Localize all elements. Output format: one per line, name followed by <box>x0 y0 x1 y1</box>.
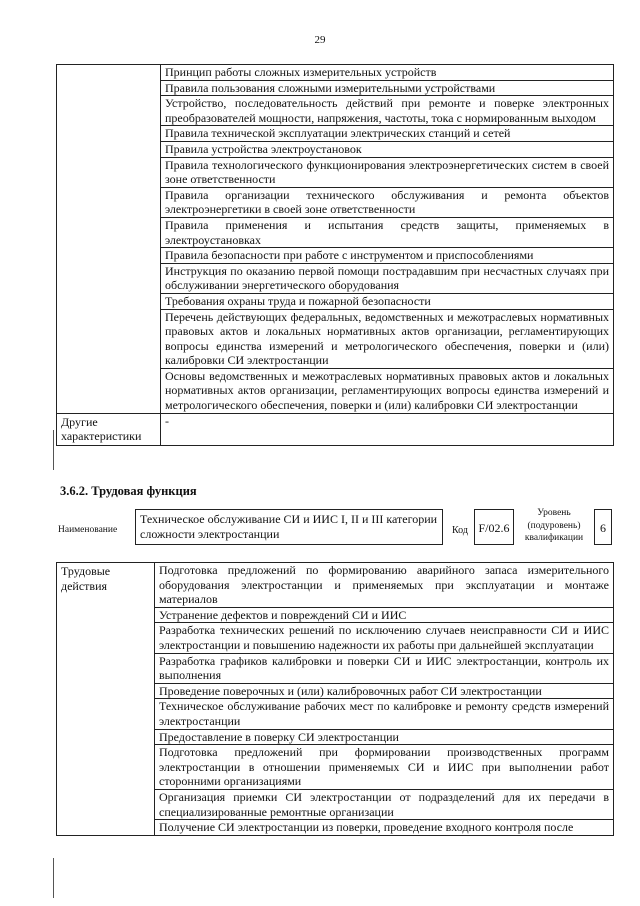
table-cell: Получение СИ электростанции из поверки, проведение входного контроля после <box>155 820 614 836</box>
table-cell: Организация приемки СИ электростанции от подразделений для их передачи в специализированные ремонтные организации <box>155 789 614 819</box>
table-cell: Подготовка предложений по формированию аварийного запаса измерительного оборудования электростанции и применяемых при эксплуатации и монтаже материалов <box>155 563 614 608</box>
table-cell: Техническое обслуживание рабочих мест по калибровке и ремонту средств измерений электростанции <box>155 699 614 729</box>
table-cell: Подготовка предложений при формировании производственных программ электростанции в отношении применяемых СИ и ИИС при выполнении работ сторонними организациями <box>155 745 614 790</box>
table-cell: Устройство, последовательность действий при ремонте и поверке электронных преобразователей мощности, напряжения, частоты, тока с нормированным выходом <box>161 96 614 126</box>
table-cell: Разработка технических решений по исключению случаев неисправности СИ и ИИС электростанции и повышению надежности их работы при дальнейшей эксплуатации <box>155 623 614 653</box>
page-number: 29 <box>314 34 326 46</box>
qualification-level-value: 6 <box>594 509 612 545</box>
other-characteristics-value: - <box>161 413 614 445</box>
qualification-level-label: Уровень (подуровень) квалификации <box>524 508 584 543</box>
table-cell: Правила технической эксплуатации электрических станций и сетей <box>161 126 614 142</box>
section-heading: 3.6.2. Трудовая функция <box>60 484 197 498</box>
table-cell: Правила устройства электроустановок <box>161 141 614 157</box>
scan-margin-line <box>53 430 54 470</box>
table-row <box>57 65 614 81</box>
table-cell: Устранение дефектов и повреждений СИ и ИИС <box>155 607 614 623</box>
table-cell: Основы ведомственных и межотраслевых нормативных правовых актов и локальных нормативных актов организации, регламентирующих вопросы единства измерений и метрологического обеспечения, поверки и (или) калибровки СИ электростанции <box>161 368 614 413</box>
table-cell: Проведение поверочных и (или) калибровочных работ СИ электростанции <box>155 683 614 699</box>
table-cell: Правила пользования сложными измерительными устройствами <box>161 80 614 96</box>
table-row <box>57 563 614 608</box>
table-cell: Требования охраны труда и пожарной безопасности <box>161 293 614 309</box>
table-cell: Правила применения и испытания средств защиты, применяемых в электроустановках <box>161 217 614 247</box>
table-cell: Перечень действующих федеральных, ведомственных и межотраслевых нормативных правовых актов и локальных нормативных актов организации, регламентирующих вопросы единства измерений и метрологического обеспечения, поверки и (или) калибровки СИ электростанции <box>161 309 614 368</box>
table-cell: Правила безопасности при работе с инструментом и приспособлениями <box>161 248 614 264</box>
labour-actions-table <box>56 562 614 836</box>
function-name: Техническое обслуживание СИ и ИИС I, II и III категории сложности электростанции <box>135 509 443 545</box>
name-label: Наименование <box>58 525 118 535</box>
other-characteristics-label: Другие характеристики <box>57 413 161 445</box>
table-cell: Разработка графиков калибровки и поверки СИ и ИИС электростанции, контроль их выполнения <box>155 653 614 683</box>
table-cell: Правила технологического функционирования электроэнергетических систем в своей зоне ответственности <box>161 157 614 187</box>
table-cell: Правила организации технического обслуживания и ремонта объектов электроэнергетики в своей зоне ответственности <box>161 187 614 217</box>
table-cell: Инструкция по оказанию первой помощи пострадавшим при несчастных случаях при обслуживании энергетического оборудования <box>161 263 614 293</box>
knowledge-table <box>56 64 614 446</box>
function-code: F/02.6 <box>474 509 514 545</box>
table-row <box>57 413 614 445</box>
labour-actions-label: Трудовые действия <box>57 563 155 836</box>
code-label: Код <box>452 525 468 536</box>
scan-margin-line <box>53 858 54 898</box>
table-cell: Предоставление в поверку СИ электростанции <box>155 729 614 745</box>
table-cell: Принцип работы сложных измерительных устройств <box>161 65 614 81</box>
table-label-cell <box>57 65 161 414</box>
